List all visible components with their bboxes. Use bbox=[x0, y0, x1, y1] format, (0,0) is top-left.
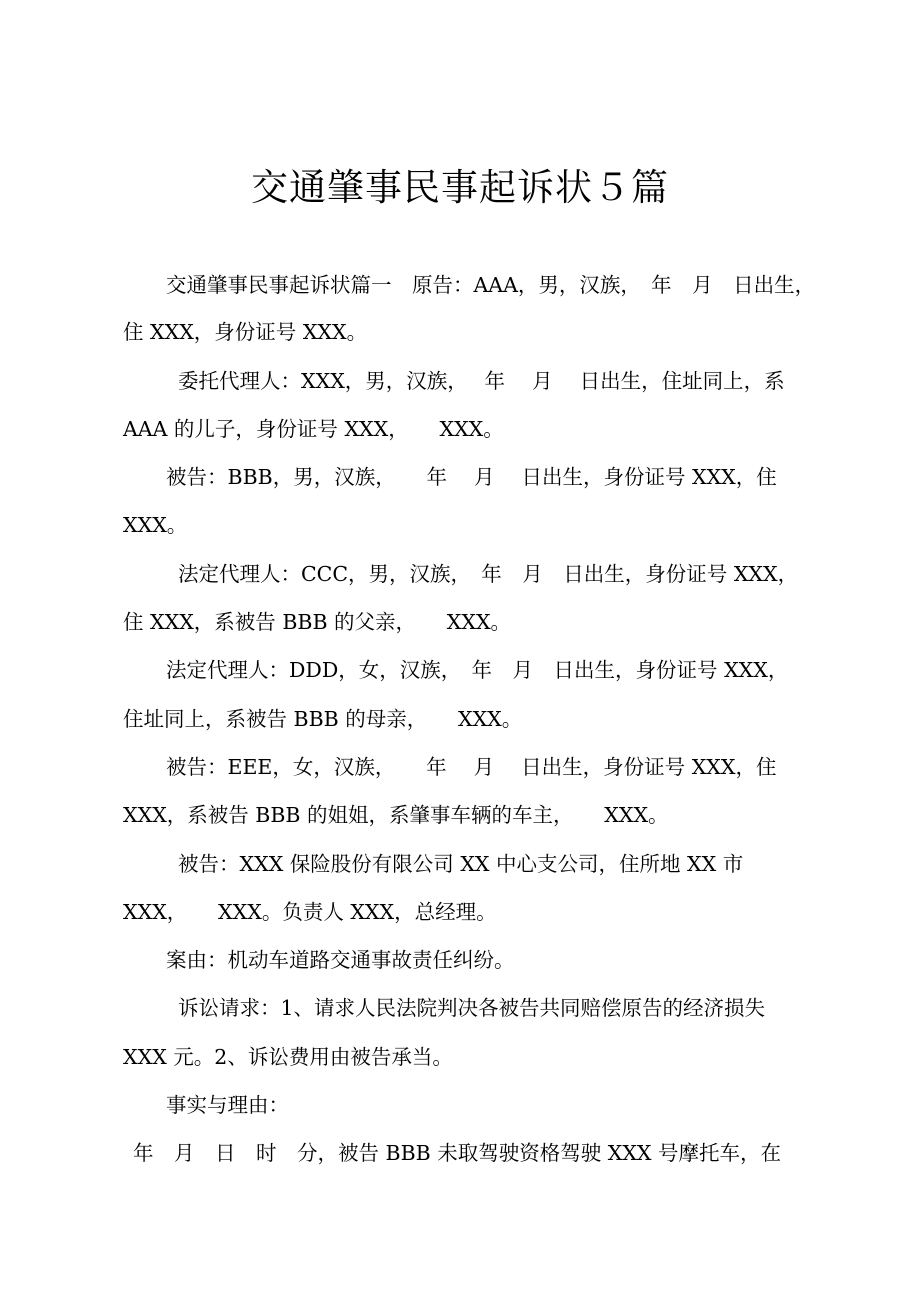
text-line: 案由：机动车道路交通事故责任纠纷。 bbox=[166, 948, 515, 972]
text-line: 委托代理人：XXX，男，汉族， 年 月 日出生，住址同上，系 bbox=[178, 369, 785, 393]
text-line: AAA 的儿子，身份证号 XXX， XXX。 bbox=[123, 417, 504, 441]
text-line: 年 月 日 时 分，被告 BBB 未取驾驶资格驾驶 XXX 号摩托车，在 bbox=[133, 1141, 782, 1165]
text-line: 被告：EEE，女，汉族， 年 月 日出生，身份证号 XXX，住 bbox=[166, 755, 777, 779]
text-line: 住 XXX，系被告 BBB 的父亲， XXX。 bbox=[123, 610, 512, 634]
text-line: 被告：XXX 保险股份有限公司 XX 中心支公司，住所地 XX 市 bbox=[178, 852, 744, 876]
text-line: 交通肇事民事起诉状篇一 原告：AAA，男，汉族， 年 月 日出生， bbox=[166, 273, 816, 297]
text-line: 住址同上，系被告 BBB 的母亲， XXX。 bbox=[123, 707, 523, 731]
text-line: 事实与理由： bbox=[166, 1093, 289, 1117]
document-title: 交通肇事民事起诉状５篇 bbox=[251, 166, 669, 209]
text-line: XXX，系被告 BBB 的姐姐，系肇事车辆的车主， XXX。 bbox=[123, 803, 669, 827]
text-line: 住 XXX，身份证号 XXX。 bbox=[123, 320, 368, 344]
text-line: 法定代理人：CCC，男，汉族， 年 月 日出生，身份证号 XXX， bbox=[178, 562, 799, 586]
text-line: 被告：BBB，男，汉族， 年 月 日出生，身份证号 XXX，住 bbox=[166, 465, 777, 489]
text-line: XXX。 bbox=[123, 513, 188, 537]
text-line: 诉讼请求：1、请求人民法院判决各被告共同赔偿原告的经济损失 bbox=[178, 996, 766, 1020]
text-line: 法定代理人：DDD，女，汉族， 年 月 日出生，身份证号 XXX， bbox=[166, 658, 789, 682]
text-line: XXX， XXX。负责人 XXX，总经理。 bbox=[123, 900, 497, 924]
text-line: XXX 元。2、诉讼费用由被告承当。 bbox=[123, 1045, 453, 1069]
